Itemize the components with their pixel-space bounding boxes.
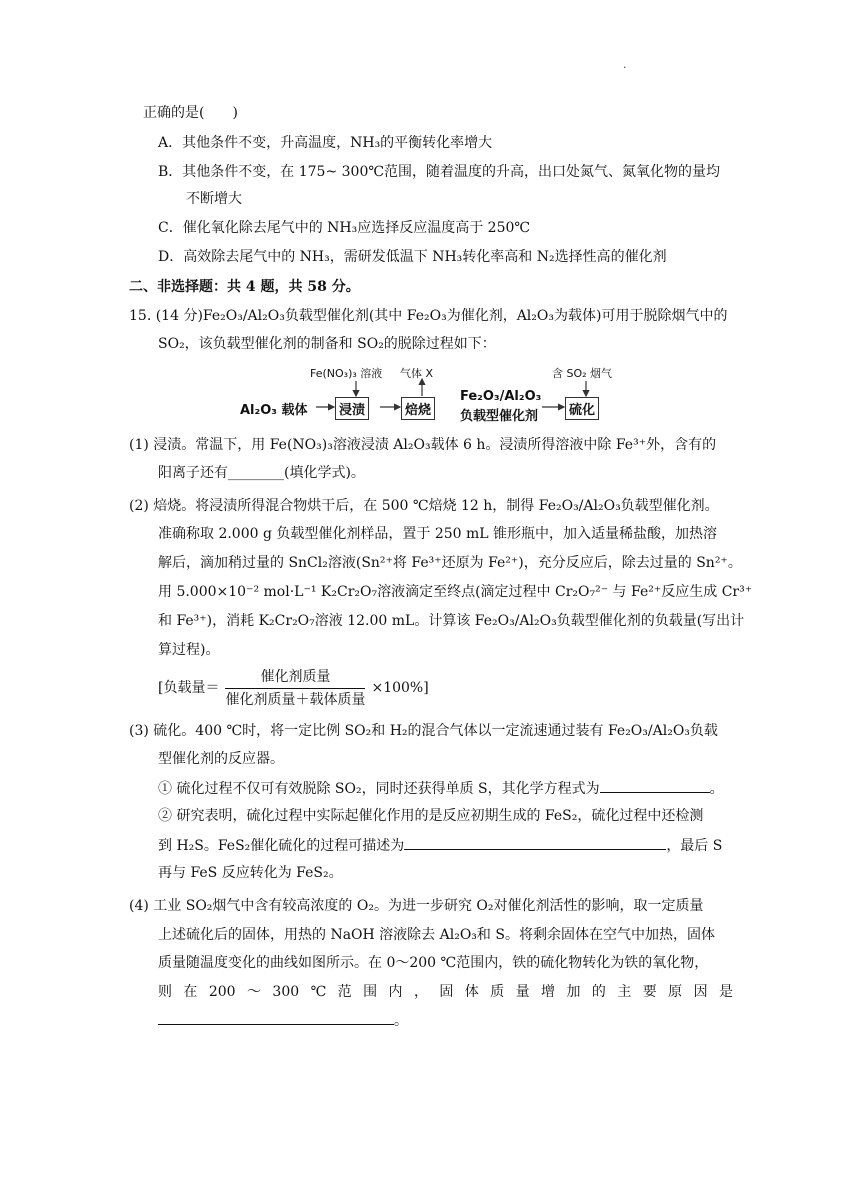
justified-word: 主 <box>617 984 632 1000</box>
q15-part4-line4 <box>158 982 733 1002</box>
q15-part3-item2-text: 到 H₂S。FeS₂催化硫化的过程可描述为 <box>158 838 405 854</box>
q15-part3-item2-end: ，最后 S <box>666 838 723 854</box>
answer-blank-equation[interactable] <box>600 778 710 793</box>
q15-part2-line4: 用 5.000×10⁻² mol·L⁻¹ K₂Cr₂O₇溶液滴定至终点(滴定过程中 Cr₂O₇²⁻ 与 Fe²⁺反应生成 Cr³⁺ <box>158 584 753 600</box>
step-sulfidation-box: 硫化 <box>565 397 599 420</box>
q15-intro-line1: 15. (14 分)Fe₂O₃/Al₂O₃负载型催化剂(其中 Fe₂O₃为催化剂，Al₂O₃为载体)可用于脱除烟气中的 <box>129 308 728 324</box>
q14-option-a: A．其他条件不变，升高温度，NH₃的平衡转化率增大 <box>158 135 493 151</box>
loading-formula <box>158 666 429 710</box>
q15-part3-line2: 型催化剂的反应器。 <box>158 751 284 767</box>
q15-part1-line1: (1) 浸渍。常温下，用 Fe(NO₃)₃溶液浸渍 Al₂O₃载体 6 h。浸渍所得溶液中除 Fe³⁺外，含有的 <box>129 437 717 453</box>
justified-word: ℃ <box>310 984 327 1000</box>
q14-option-b: B．其他条件不变，在 175~ 300℃范围，随着温度的升高，出口处氮气、氮氧化物的量均 <box>158 164 721 180</box>
step-calcination-box: 焙烧 <box>401 397 435 420</box>
justified-word: 300 <box>272 984 300 1000</box>
q15-part2-line6: 算过程)。 <box>158 642 220 658</box>
q15-part3-item1-text: ① 硫化过程不仅可有效脱除 SO₂，同时还获得单质 S，其化学方程式为 <box>158 781 600 797</box>
q14-stem-tail: 正确的是( ) <box>143 105 238 121</box>
answer-blank-process[interactable] <box>404 835 666 850</box>
q15-part3-item1 <box>158 778 724 799</box>
justified-word: 范 <box>337 984 352 1000</box>
justified-word: 质 <box>490 984 505 1000</box>
justified-word: 的 <box>591 984 606 1000</box>
justified-word: 在 <box>183 984 198 1000</box>
justified-word: 加 <box>566 984 581 1000</box>
q15-part2-line2: 准确称取 2.000 g 负载型催化剂样品，置于 250 mL 锥形瓶中，加入适量稀盐酸，加热溶 <box>158 526 718 542</box>
justified-word: 固 <box>439 984 454 1000</box>
q15-part4-line1: (4) 工业 SO₂烟气中含有较高浓度的 O₂。为进一步研究 O₂对催化剂活性的影响，取一定质量 <box>129 898 704 914</box>
q15-part3-line1: (3) 硫化。400 ℃时，将一定比例 SO₂和 H₂的混合气体以一定流速通过装有 Fe₂O₃/Al₂O₃负载 <box>129 723 718 739</box>
justified-word: 增 <box>541 984 556 1000</box>
q14-option-b-cont: 不断增大 <box>186 191 242 207</box>
q15-part4-line5-end: 。 <box>394 1013 408 1029</box>
answer-blank-reason[interactable] <box>158 1010 394 1025</box>
so2-flue-gas-label: 含 SO₂ 烟气 <box>552 367 613 380</box>
header-dot: . <box>623 58 627 71</box>
section-heading: 二、非选择题：共 4 题，共 58 分。 <box>129 279 360 295</box>
q15-part4-line2: 上述硫化后的固体，用热的 NaOH 溶液除去 Al₂O₃和 S。将剩余固体在空气中加热，固体 <box>158 927 715 943</box>
q15-part3-item2-line3: 再与 FeS 反应转化为 FeS₂。 <box>158 865 343 881</box>
justified-word: 内 <box>388 984 403 1000</box>
reagent-fe-nitrate-label: Fe(NO₃)₃ 溶液 <box>310 367 383 380</box>
justified-word: 体 <box>464 984 479 1000</box>
justified-word: 原 <box>668 984 683 1000</box>
justified-word: ， <box>413 984 428 1000</box>
q15-part3-item2-line1: ② 研究表明，硫化过程中实际起催化作用的是反应初期生成的 FeS₂，硫化过程中还检测 <box>158 808 704 824</box>
justified-word: 因 <box>693 984 708 1000</box>
formula-suffix: ×100%] <box>371 680 429 696</box>
justified-word: 200 <box>208 984 236 1000</box>
catalyst-type-label: 负载型催化剂 <box>460 409 539 424</box>
alumina-support-label: Al₂O₃ 载体 <box>240 403 308 418</box>
step-impregnation-box: 浸渍 <box>335 397 369 420</box>
catalyst-formula-label: Fe₂O₃/Al₂O₃ <box>460 389 542 404</box>
q15-part2-line5: 和 Fe³⁺)，消耗 K₂Cr₂O₇溶液 12.00 mL。计算该 Fe₂O₃/Al₂O₃负载型催化剂的负载量(写出计 <box>158 613 745 629</box>
formula-fraction <box>225 667 365 710</box>
q15-part3-item2-line2 <box>158 835 722 856</box>
formula-denominator: 催化剂质量＋载体质量 <box>225 691 366 708</box>
q15-intro-line2: SO₂，该负载型催化剂的制备和 SO₂的脱除过程如下： <box>158 336 496 352</box>
justified-word: 是 <box>719 984 733 1000</box>
formula-prefix: [负载量＝ <box>158 680 220 696</box>
q14-option-d: D．高效除去尾气中的 NH₃，需研发低温下 NH₃转化率高和 N₂选择性高的催化剂 <box>158 249 667 265</box>
justified-word: ～ <box>247 984 261 1000</box>
q15-part4-line3: 质量随温度变化的曲线如图所示。在 0～200 ℃范围内，铁的硫化物转化为铁的氧化物， <box>158 955 709 971</box>
q15-part1-line2: 阳离子还有________(填化学式)。 <box>158 465 365 481</box>
q14-option-c: C．催化氧化除去尾气中的 NH₃应选择反应温度高于 250℃ <box>158 220 531 236</box>
gas-x-label: 气体 X <box>400 367 434 380</box>
q15-part2-line3: 解后，滴加稍过量的 SnCl₂溶液(Sn²⁺将 Fe³⁺还原为 Fe²⁺)，充分反应后，除去过量的 Sn²⁺。 <box>158 555 742 571</box>
q15-part3-item1-end: 。 <box>709 781 724 797</box>
process-flow-diagram <box>240 363 640 423</box>
justified-word: 要 <box>642 984 657 1000</box>
q15-part4-line5 <box>158 1010 408 1031</box>
q15-part2-line1: (2) 焙烧。将浸渍所得混合物烘干后，在 500 ℃焙烧 12 h，制得 Fe₂O₃/Al₂O₃负载型催化剂。 <box>129 498 719 514</box>
justified-word: 围 <box>363 984 378 1000</box>
justified-word: 则 <box>158 984 172 1000</box>
formula-numerator: 催化剂质量 <box>225 667 365 689</box>
justified-word: 量 <box>515 984 530 1000</box>
